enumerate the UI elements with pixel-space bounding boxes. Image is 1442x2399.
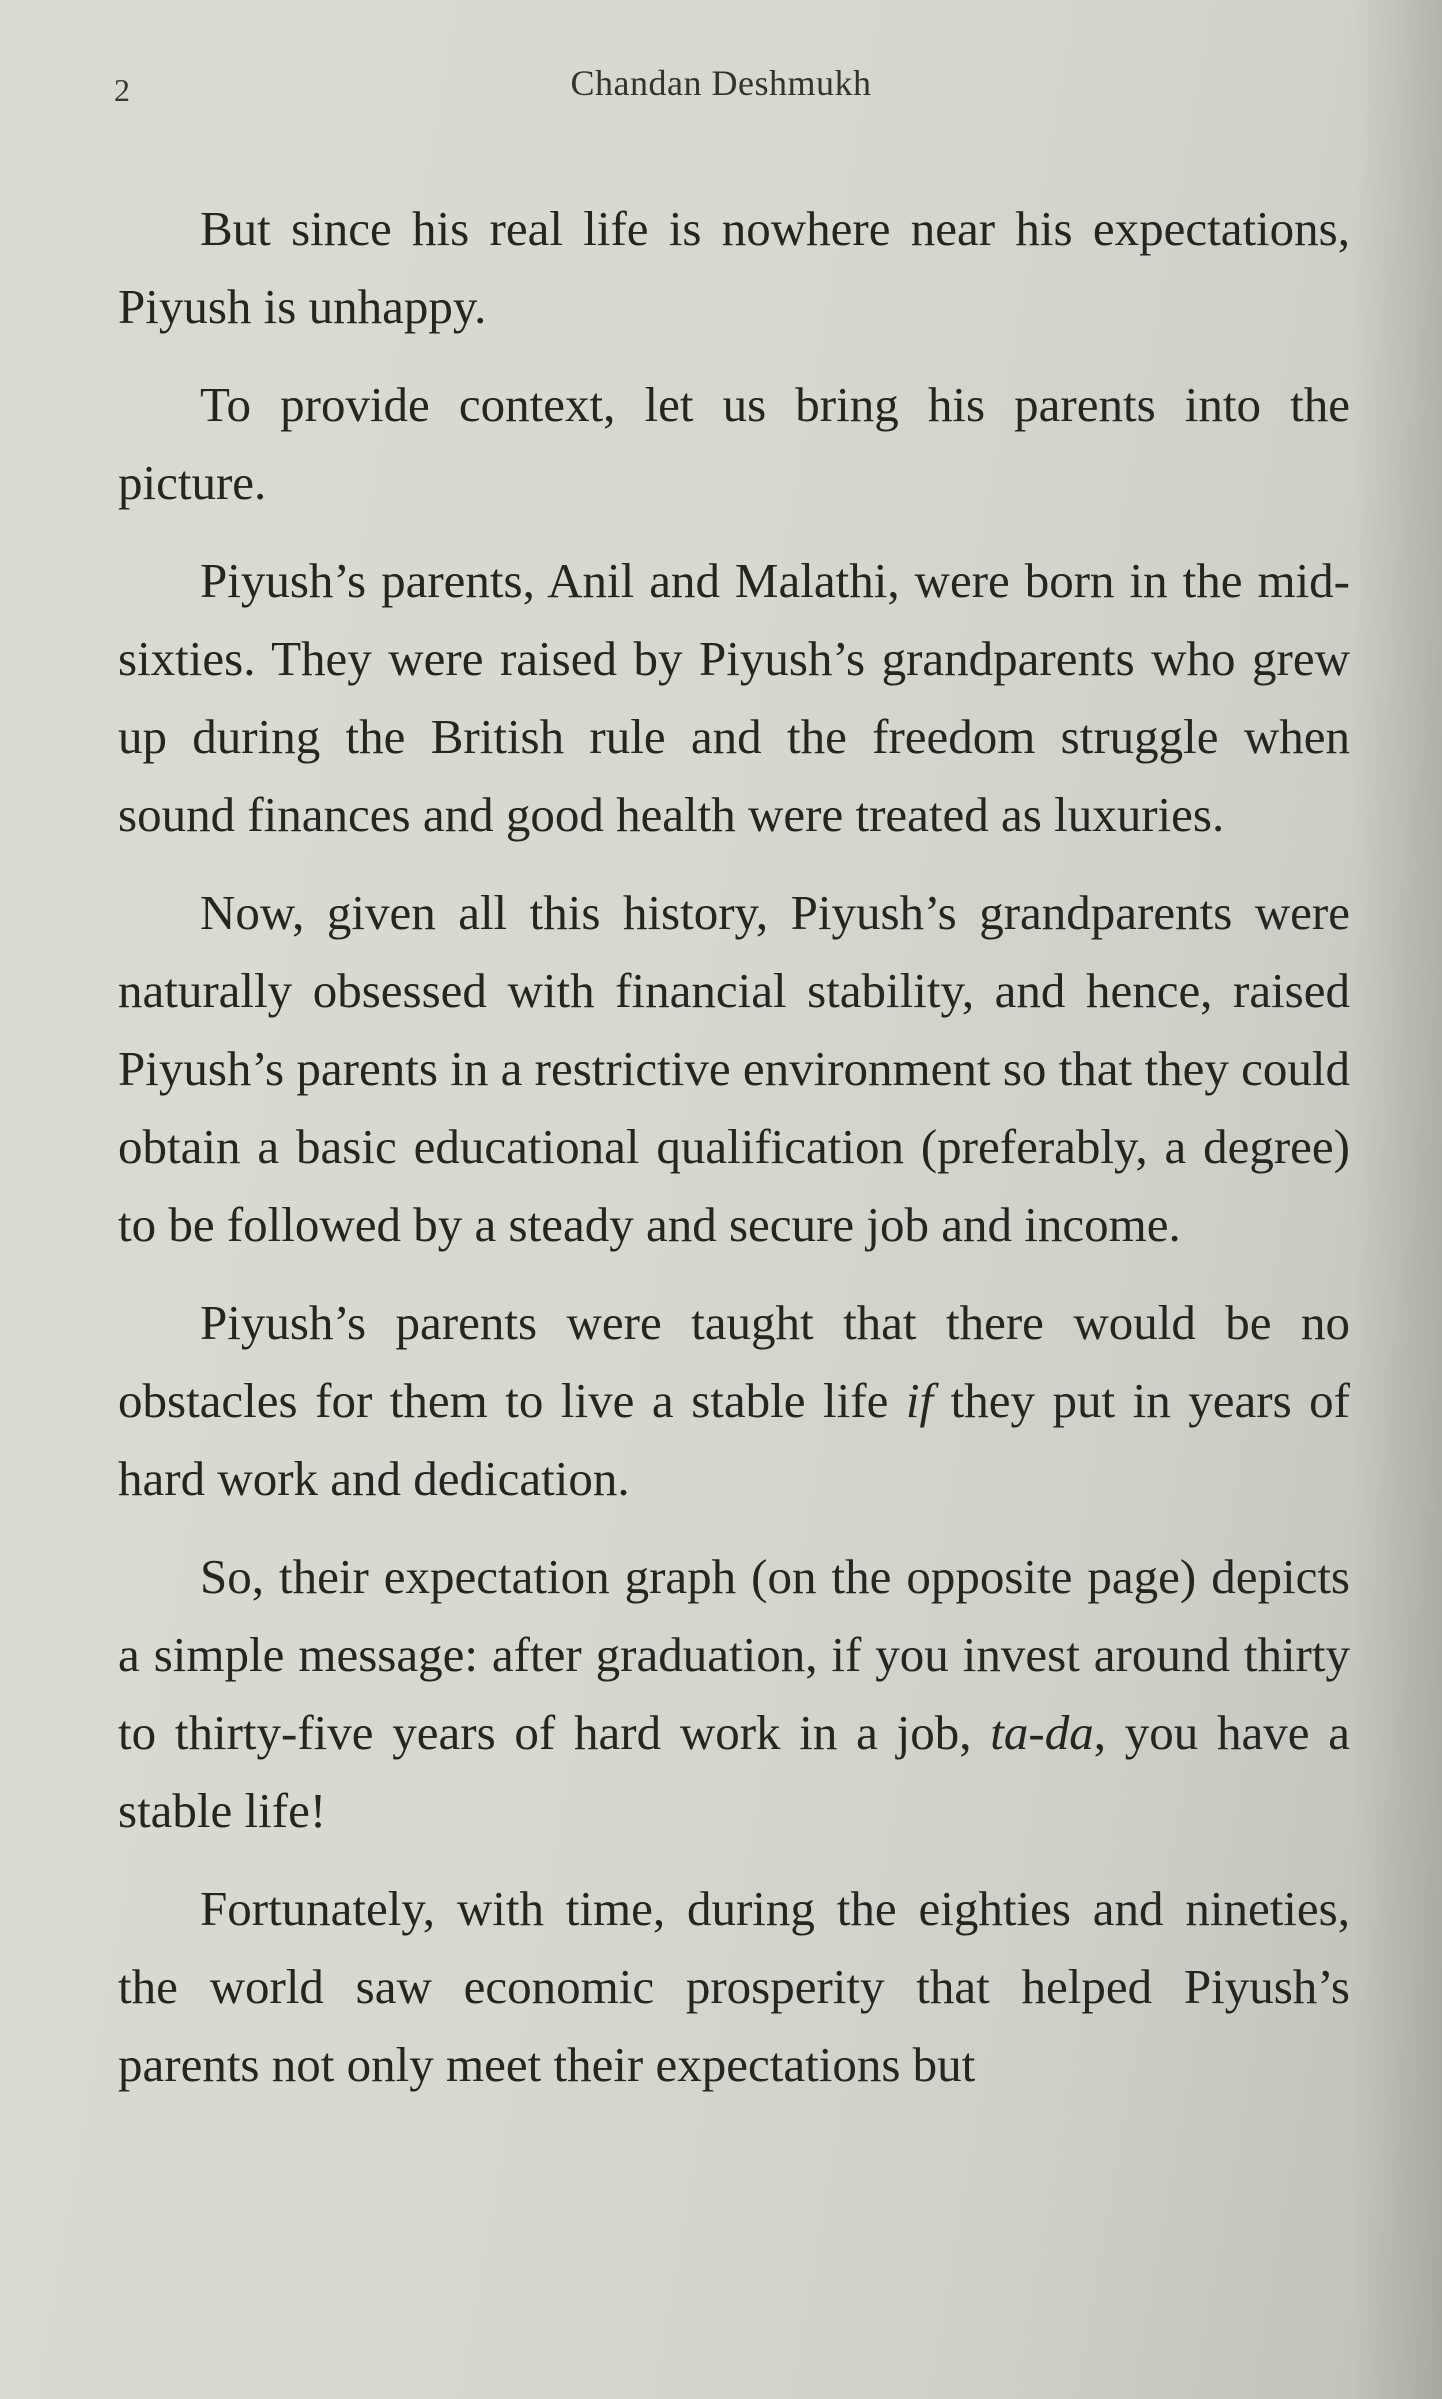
paragraph-2 xyxy=(118,366,1350,522)
emphasis-if: if xyxy=(905,1373,934,1428)
paragraph-text: Fortunately, with time, during the eighties and nineties, the world saw economic prosperity that helped Piyush’s parents not only meet their expectations but xyxy=(118,1881,1350,2092)
paragraph-7 xyxy=(118,1870,1350,2104)
page-edge-shadow xyxy=(1352,0,1442,2399)
paragraph-1 xyxy=(118,190,1350,346)
paragraph-4 xyxy=(118,874,1350,1264)
paragraph-text: To provide context, let us bring his parents into the picture. xyxy=(118,377,1350,510)
page-header xyxy=(0,62,1442,112)
paragraph-text: they put in years of hard work and dedication. xyxy=(118,1373,1350,1506)
paragraph-text: But since his real life is nowhere near his expectations, Piyush is unhappy. xyxy=(118,201,1350,334)
paragraph-text: So, their expectation graph (on the opposite page) depicts a simple message: after graduation, if you invest around thirty to thirty-five years of hard work in a job, xyxy=(118,1549,1350,1760)
paragraph-text: Piyush’s parents were taught that there would be no obstacles for them to live a stable life xyxy=(118,1295,1350,1428)
paragraph-text: Now, given all this history, Piyush’s grandparents were naturally obsessed with financial stability, and hence, raised Piyush’s parents in a restrictive environment so that they could obtain a basic educational qualification (preferably, a degree) to be followed by a steady and secure job and income. xyxy=(118,885,1350,1252)
paragraph-text: Piyush’s parents, Anil and Malathi, were born in the mid-sixties. They were raised by Piyush’s grandparents who grew up during the British rule and the freedom struggle when sound finances and good health were treated as luxuries. xyxy=(118,553,1350,842)
running-head-author: Chandan Deshmukh xyxy=(570,63,872,103)
page-number: 2 xyxy=(114,72,130,108)
body-text xyxy=(118,190,1350,2124)
paragraph-5 xyxy=(118,1284,1350,1518)
paragraph-3 xyxy=(118,542,1350,854)
paragraph-text: , you have a stable life! xyxy=(118,1705,1351,1838)
emphasis-ta-da: ta-da xyxy=(990,1705,1094,1760)
paragraph-6 xyxy=(118,1538,1350,1850)
